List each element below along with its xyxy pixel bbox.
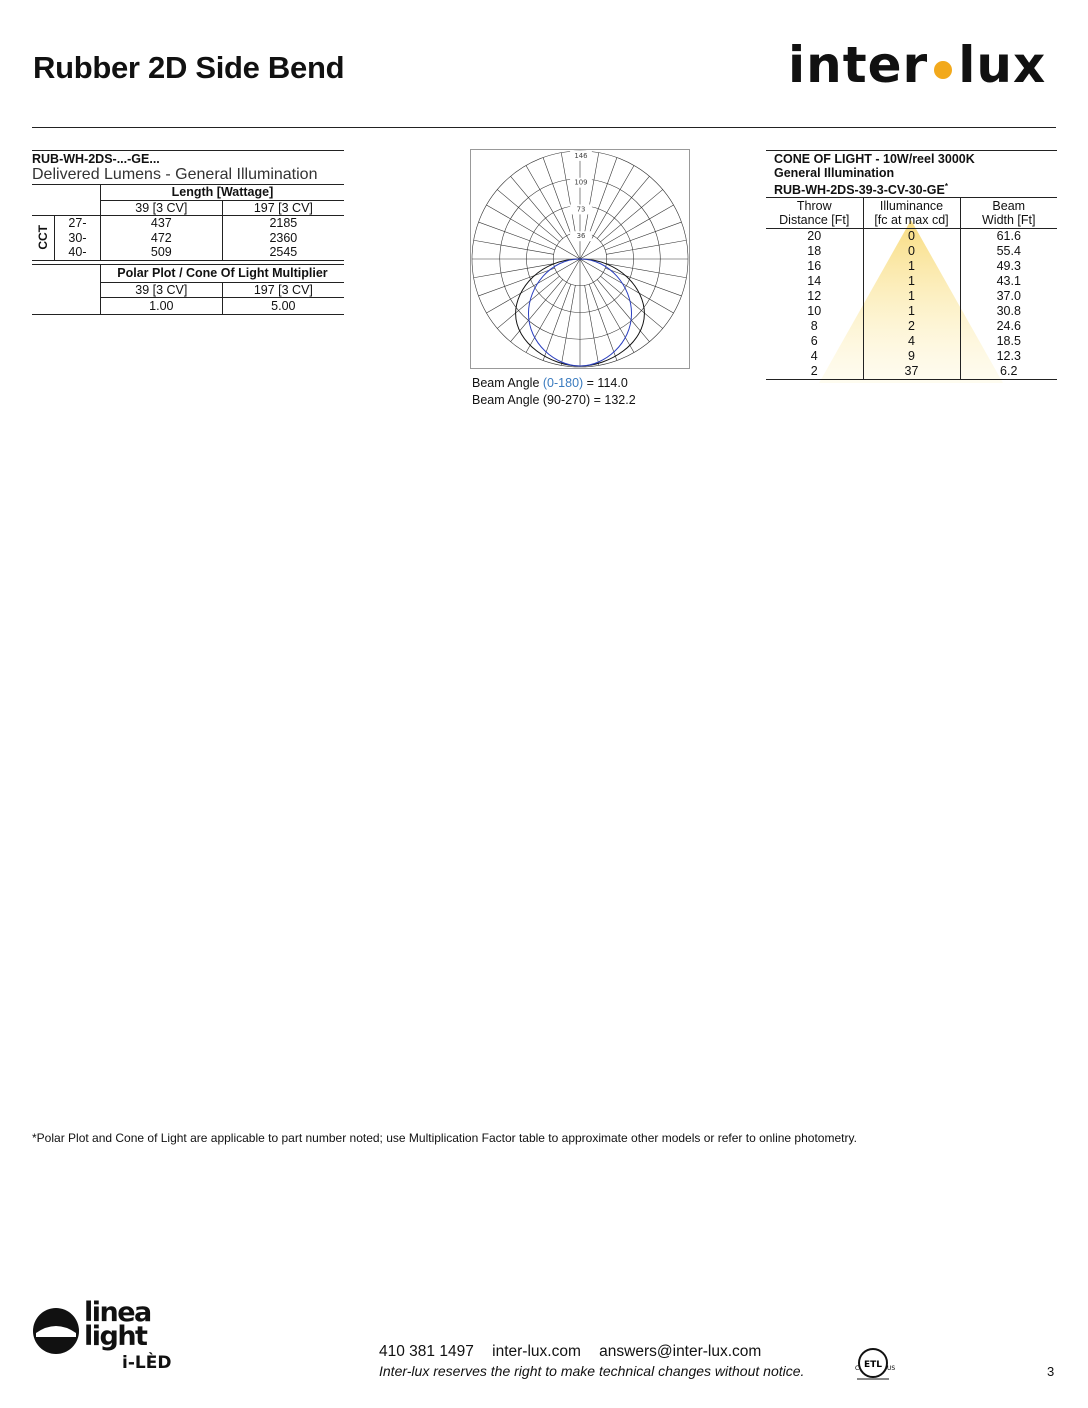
lumens-part: RUB-WH-2DS-...-GE... (32, 150, 344, 166)
beam1-value: = 114.0 (583, 376, 628, 390)
lumens-subtitle: Delivered Lumens - General Illumination (32, 166, 318, 183)
ring-label-73: 73 (576, 205, 586, 214)
brand-right: lux (958, 36, 1047, 94)
lumen-40-39: 509 (150, 245, 172, 259)
header-divider (32, 127, 1056, 128)
cone-title: CONE OF LIGHT - 10W/reel 3000K (774, 152, 975, 166)
page-title: Rubber 2D Side Bend (33, 50, 345, 85)
cone-table (766, 150, 1057, 381)
cone-width: 49.3 (996, 259, 1021, 273)
cone-dist: 12 (807, 289, 822, 303)
polar-spoke (543, 158, 571, 234)
mult-val-197: 5.00 (222, 298, 344, 315)
cct-30: 30- (68, 230, 87, 245)
lumen-40-197: 2545 (269, 245, 298, 259)
col-beam: Beam (992, 199, 1026, 213)
cone-width: 6.2 (960, 364, 1057, 380)
cone-illum: 1 (863, 304, 960, 319)
polar-spoke (561, 285, 575, 365)
polar-spoke (479, 222, 555, 250)
polar-spoke (589, 158, 617, 234)
polar-spoke (585, 153, 599, 233)
cone-width: 55.4 (996, 244, 1021, 258)
brand-dot-icon (934, 61, 952, 79)
beam1-prefix: Beam Angle (472, 376, 543, 390)
cone-illum: 4 (863, 334, 960, 349)
interlux-logo (788, 36, 1046, 94)
beam1-range: (0-180) (542, 376, 584, 390)
polar-spoke (605, 222, 681, 250)
col-197: 197 [3 CV] (222, 200, 344, 216)
cone-width: 61.6 (996, 229, 1021, 243)
length-header: Length [Wattage] (100, 185, 344, 201)
polar-spoke (605, 268, 681, 296)
polar-spoke (589, 284, 617, 360)
polar-spoke (474, 264, 554, 278)
beam-angle-2: Beam Angle (90-270) = 132.2 (472, 393, 636, 407)
brand-left: inter (788, 36, 929, 94)
cone-dist: 18 (807, 244, 822, 258)
cone-illum: 9 (863, 349, 960, 364)
cone-subtitle: General Illumination (774, 165, 895, 180)
cone-dist: 10 (807, 304, 822, 318)
cone-part-number: RUB-WH-2DS-39-3-CV-30-GE (774, 183, 945, 198)
cone-dist: 14 (807, 274, 822, 288)
cone-illum: 37 (863, 364, 960, 380)
etl-us: US (887, 1365, 896, 1372)
iled-text: i-LÈD (122, 1353, 172, 1373)
cone-width: 37.0 (996, 289, 1021, 303)
cone-dist: 6 (810, 334, 818, 348)
lumens-table (32, 150, 344, 315)
polar-spoke (474, 240, 554, 254)
polar-spoke (543, 284, 571, 360)
disclaimer: Inter-lux reserves the right to make technical changes without notice. (379, 1363, 805, 1379)
col-39: 39 [3 CV] (100, 200, 222, 216)
website-link[interactable]: inter-lux.com (492, 1343, 581, 1360)
ring-label-146: 146 (574, 151, 588, 160)
col-throw-unit: Distance [Ft] (779, 213, 850, 227)
mult-val-39: 1.00 (100, 298, 222, 315)
mult-col-39: 39 [3 CV] (100, 282, 222, 298)
contact-line (379, 1343, 775, 1361)
cone-illum: 1 (863, 289, 960, 304)
cone-width: 30.8 (996, 304, 1021, 318)
polar-spoke (606, 264, 686, 278)
linea-light-logo (32, 1297, 192, 1377)
lumens-grid (32, 184, 344, 315)
cct-40: 40- (68, 245, 87, 259)
footnote: *Polar Plot and Cone of Light are applicable to part number noted; use Multiplication Factor table to approximate other models or refer to online photometry. (32, 1131, 857, 1145)
cone-width: 24.6 (996, 319, 1021, 333)
cone-dist: 4 (810, 349, 818, 363)
lumen-30-39: 472 (150, 230, 172, 245)
polar-spoke (585, 285, 599, 365)
cone-dist: 16 (807, 259, 822, 273)
cone-illum: 0 (863, 229, 960, 245)
cone-part-mark: * (944, 182, 948, 191)
cct-27: 27- (68, 216, 87, 230)
phone: 410 381 1497 (379, 1343, 474, 1360)
cone-width: 18.5 (996, 334, 1021, 348)
cone-illum: 0 (863, 244, 960, 259)
etl-certification-icon (853, 1346, 897, 1382)
col-throw: Throw (796, 199, 832, 213)
cone-dist: 20 (807, 229, 822, 243)
polar-spoke (561, 153, 575, 233)
col-illuminance-unit: [fc at max cd] (874, 213, 949, 227)
cone-illum: 1 (863, 274, 960, 289)
cct-label: CCT (35, 225, 50, 251)
email-link[interactable]: answers@inter-lux.com (599, 1343, 762, 1360)
col-beam-unit: Width [Ft] (982, 213, 1036, 227)
beam-angle-1 (472, 376, 628, 390)
polar-spoke (606, 240, 686, 254)
cone-dist: 2 (766, 364, 863, 380)
linea-text: linea (84, 1297, 151, 1328)
polar-plot (470, 149, 690, 369)
cone-illum: 1 (863, 259, 960, 274)
cone-width: 12.3 (996, 349, 1021, 363)
linea-logo-icon (32, 1307, 80, 1355)
cone-width: 43.1 (996, 274, 1021, 288)
ring-label-36: 36 (576, 232, 586, 241)
lumen-30-197: 2360 (269, 230, 298, 245)
col-illuminance: Illuminance (879, 199, 944, 213)
cone-illum: 2 (863, 319, 960, 334)
page-number: 3 (1047, 1364, 1055, 1379)
multiplier-header: Polar Plot / Cone Of Light Multiplier (100, 264, 344, 282)
lumen-27-39: 437 (150, 216, 172, 230)
etl-c: C (855, 1365, 860, 1372)
etl-mark: ETL (863, 1360, 883, 1370)
mult-col-197: 197 [3 CV] (222, 282, 344, 298)
ring-label-109: 109 (574, 178, 588, 187)
polar-spoke (479, 268, 555, 296)
light-text: light (84, 1321, 147, 1352)
cone-dist: 8 (810, 319, 818, 333)
cone-part (766, 180, 1057, 198)
lumen-27-197: 2185 (269, 216, 298, 230)
